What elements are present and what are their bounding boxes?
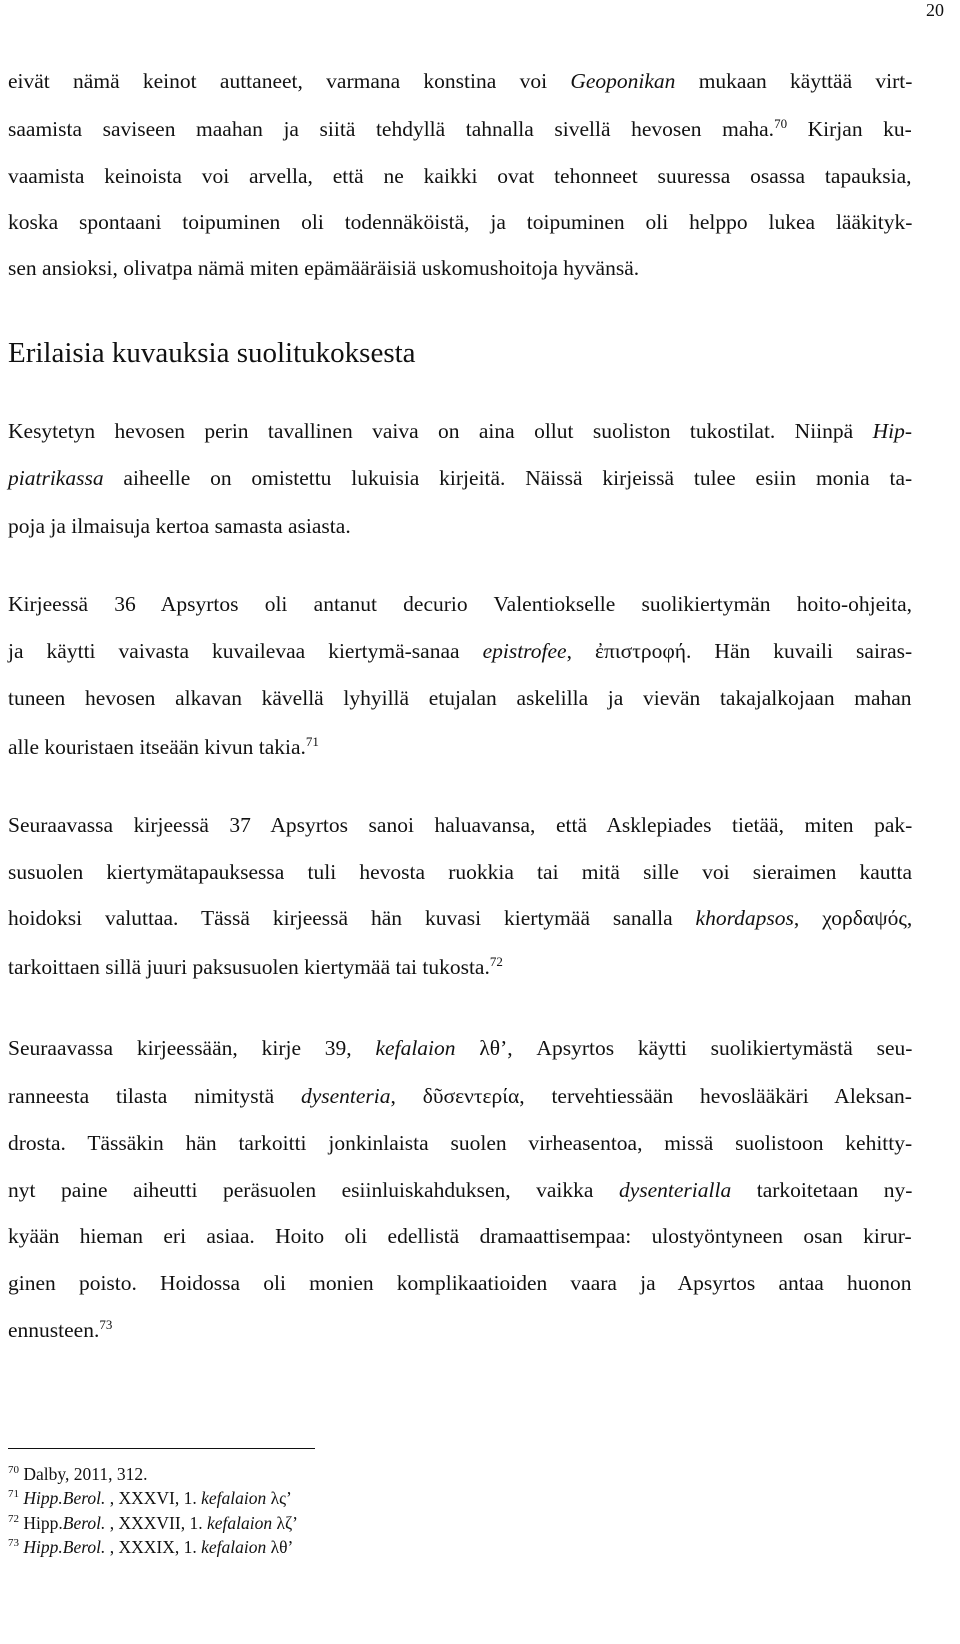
body-line: ranneesta tilasta nimitystä dysenteria, δῦσεντερία, tervehtiessään hevoslääkäri Aleksan-: [8, 1084, 912, 1108]
footnote-ref: 72: [489, 954, 503, 969]
body-line: ja käytti vaivasta kuvailevaa kiertymä-sanaa epistrofee, ἐπιστροφή. Hän kuvaili sairas-: [8, 639, 913, 663]
page-number: 20: [926, 0, 944, 20]
section-heading: Erilaisia kuvauksia suolitukoksesta: [8, 337, 416, 369]
body-line: ennusteen.$^{73}$: [8, 1317, 113, 1342]
footnote-ref: 70: [774, 116, 788, 131]
body-line: Seuraavassa kirjeessä 37 Apsyrtos sanoi haluavansa, että Asklepiades tietää, miten pak-: [8, 813, 913, 837]
body-line: saamista saviseen maahan ja siitä tehdyllä tahnalla sivellä hevosen maha.$^{70}$ Kirjan ku-: [8, 116, 912, 141]
body-line: nyt paine aiheutti peräsuolen esiinluiskahduksen, vaikka dysenterialla tarkoitetaan ny-: [8, 1178, 913, 1202]
footnote-ref: 73: [99, 1317, 113, 1332]
footnote-rule: [8, 1448, 315, 1449]
body-line: hoidoksi valuttaa. Tässä kirjeessä hän kuvasi kiertymää sanalla khordapsos, χορδαψός,: [8, 906, 913, 930]
footnote: $^{71}$ Hipp.Berol. , XXXVI, 1. kefalaion λς’: [8, 1488, 292, 1508]
body-line: tarkoittaen sillä juuri paksusuolen kiertymää tai tukosta.$^{72}$: [8, 954, 503, 979]
footnote: $^{72}$ Hipp.Berol. , XXXVII, 1. kefalaion λζ’: [8, 1513, 299, 1533]
body-line: Kirjeessä 36 Apsyrtos oli antanut decurio Valentiokselle suolikiertymän hoito-ohjeita,: [8, 592, 913, 616]
body-line: poja ja ilmaisuja kertoa samasta asiasta.: [8, 514, 351, 538]
body-line: vaamista keinoista voi arvella, että ne kaikki ovat tehonneet suuressa osassa tapauksia,: [8, 164, 912, 188]
body-line: piatrikassa aiheelle on omistettu lukuisia kirjeitä. Näissä kirjeissä tulee esiin monia ta-: [8, 466, 913, 490]
body-line: susuolen kiertymätapauksessa tuli hevosta ruokkia tai mitä sille voi sieraimen kautta: [8, 860, 913, 884]
footnote: $^{70}$ Dalby, 2011, 312.: [8, 1464, 148, 1484]
body-line: koska spontaani toipuminen oli todennäköistä, ja toipuminen oli helppo lukea lääkityk-: [8, 210, 913, 234]
footnote-ref: 71: [305, 734, 319, 749]
body-line: kyään hieman eri asiaa. Hoito oli edellistä dramaattisempaa: ulostyöntyneen osan kirur-: [8, 1224, 912, 1248]
footnote: $^{73}$ Hipp.Berol. , XXXIX, 1. kefalaion λθ’: [8, 1537, 294, 1557]
body-line: ginen poisto. Hoidossa oli monien komplikaatioiden vaara ja Apsyrtos antaa huonon: [8, 1271, 912, 1295]
body-line: Kesytetyn hevosen perin tavallinen vaiva on aina ollut suoliston tukostilat. Niinpä Hip-: [8, 419, 912, 443]
body-line: alle kouristaen itseään kivun takia.$^{71}$: [8, 734, 319, 759]
body-line: tuneen hevosen alkavan kävellä lyhyillä etujalan askelilla ja vievän takajalkojaan mahan: [8, 686, 912, 710]
body-line: sen ansioksi, olivatpa nämä miten epämääräisiä uskomushoitoja hyvänsä.: [8, 256, 640, 280]
body-line: eivät nämä keinot auttaneet, varmana konstina voi Geoponikan mukaan käyttää virt-: [8, 69, 913, 93]
body-line: Seuraavassa kirjeessään, kirje 39, kefalaion λθ’, Apsyrtos käytti suolikiertymästä seu-: [8, 1036, 913, 1060]
body-line: drosta. Tässäkin hän tarkoitti jonkinlaista suolen virheasentoa, missä suolistoon kehitty-: [8, 1131, 913, 1155]
